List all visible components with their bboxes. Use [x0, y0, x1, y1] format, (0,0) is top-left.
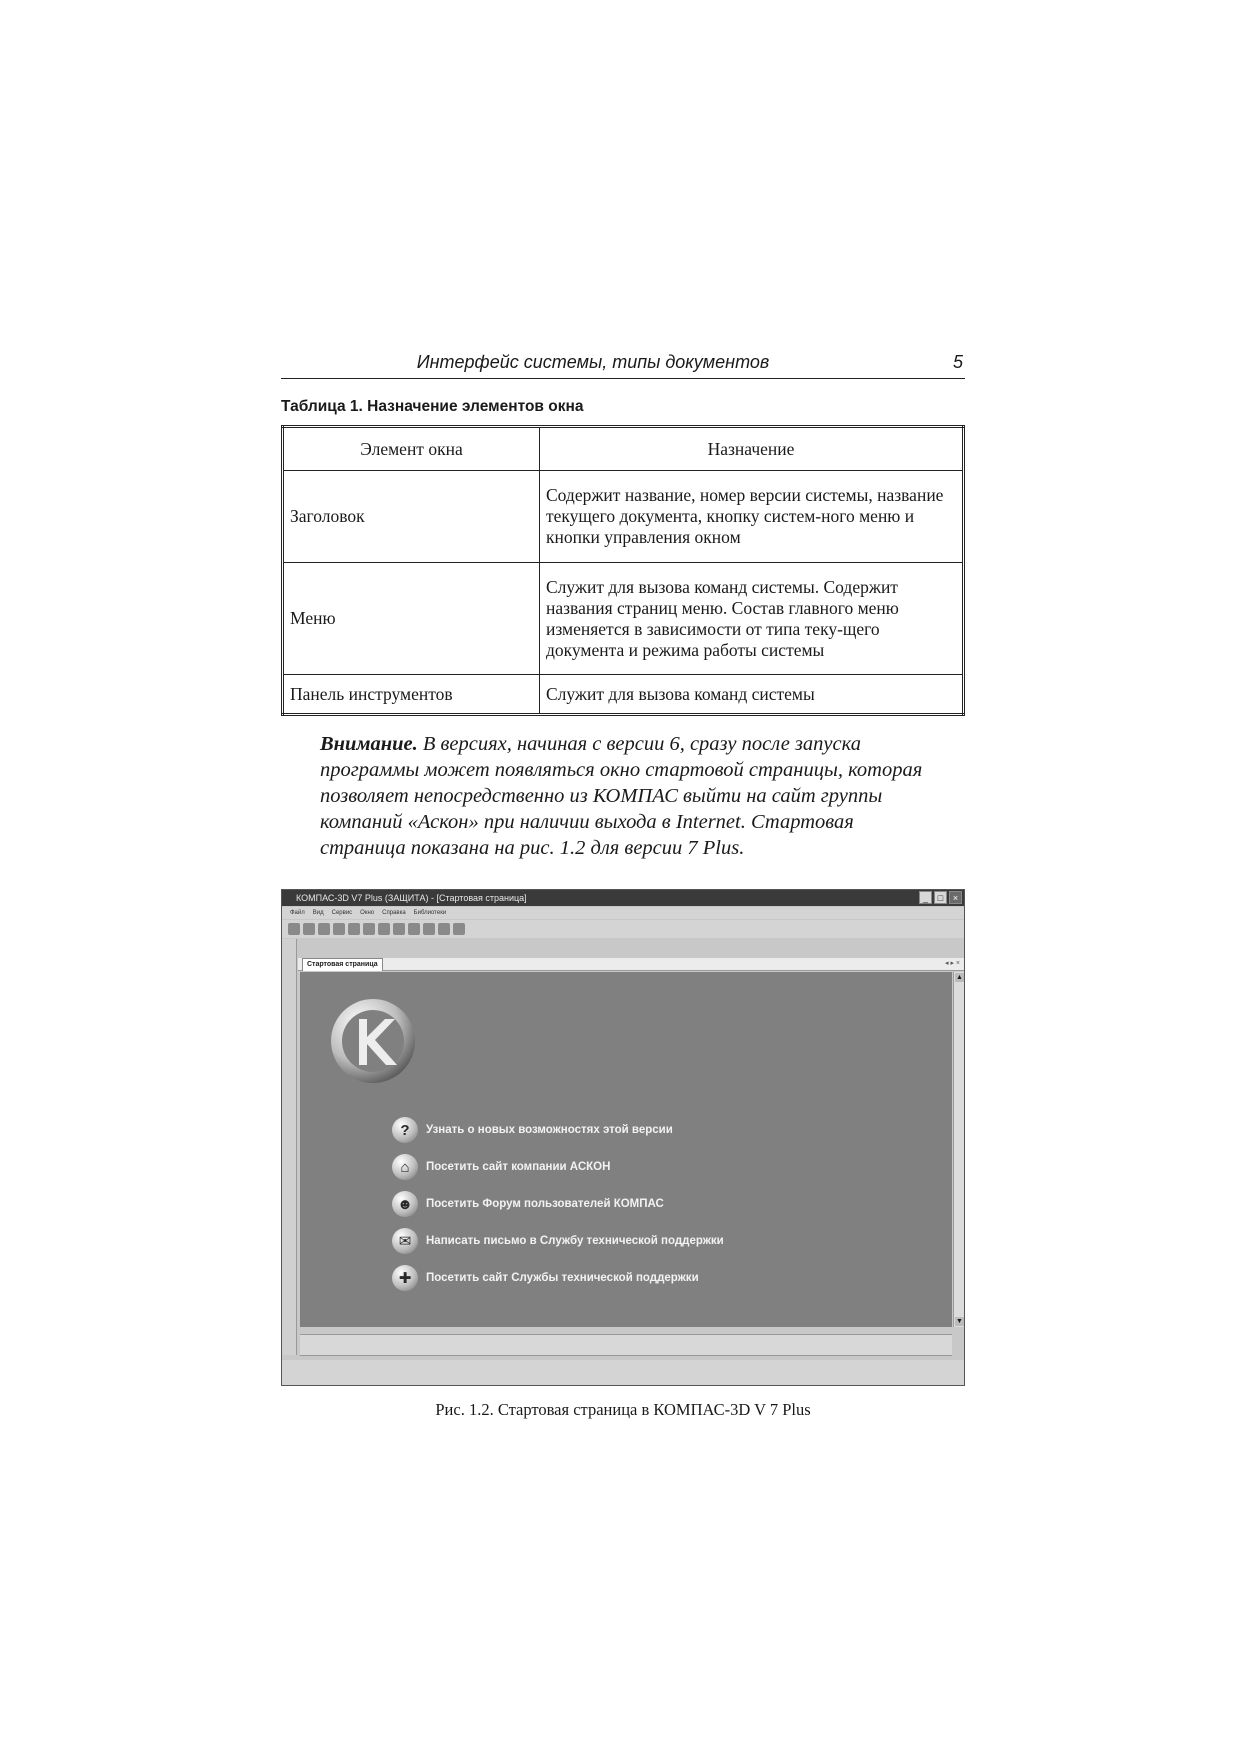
scroll-up-icon[interactable]: ▲	[956, 974, 963, 981]
menu-item-view[interactable]: Вид	[312, 910, 324, 916]
paste-icon[interactable]	[393, 923, 405, 935]
support-icon: ✚	[392, 1265, 418, 1291]
window-elements-table	[281, 425, 965, 716]
question-icon: ?	[392, 1117, 418, 1143]
print-icon[interactable]	[333, 923, 345, 935]
menu-item-window[interactable]: Окно	[360, 910, 375, 916]
note-text: В версиях, начиная с версии 6, сразу после запуска программы может появляться окно стартовой страницы, которая позволяет непосредственно из КОМПАС выйти на сайт группы компаний «Аскон» при наличии выхода в Internet. Стартовая страница показана на рис. 1.2 для версии 7 Plus.	[320, 733, 923, 859]
window-title: КОМПАС-3D V7 Plus (ЗАЩИТА) - [Стартовая страница]	[296, 893, 527, 903]
users-icon: ☻	[392, 1191, 418, 1217]
table-cell-element: Панель инструментов	[283, 675, 540, 715]
minimize-button[interactable]: _	[919, 891, 932, 904]
header-title: Интерфейс системы, типы документов	[416, 352, 770, 372]
link-label: Посетить сайт компании АСКОН	[426, 1161, 611, 1173]
new-document-icon[interactable]	[288, 923, 300, 935]
figure-caption: Рис. 1.2. Стартовая страница в КОМПАС-3D V 7 Plus	[435, 1400, 811, 1419]
note-label: Внимание.	[320, 733, 418, 755]
vertical-scrollbar[interactable]	[953, 972, 965, 1327]
attention-note	[320, 731, 932, 861]
menu-item-file[interactable]: Файл	[290, 910, 305, 916]
help-pointer-icon[interactable]	[453, 923, 465, 935]
table-caption: Таблица 1. Назначение элементов окна	[281, 398, 584, 415]
table-cell-purpose: Служит для вызова команд системы	[540, 675, 964, 715]
running-header	[281, 350, 965, 379]
undo-icon[interactable]	[408, 923, 420, 935]
preview-icon[interactable]	[348, 923, 360, 935]
menu-item-libraries[interactable]: Библиотеки	[413, 910, 447, 916]
tab-controls-icon[interactable]: ◂ ▸ ×	[944, 960, 960, 967]
table-cell-element: Заголовок	[283, 471, 540, 563]
bottom-panel	[282, 1360, 964, 1386]
column-header: Назначение	[540, 427, 964, 471]
link-label: Посетить сайт Службы технической поддержки	[426, 1272, 699, 1284]
redo-icon[interactable]	[423, 923, 435, 935]
open-icon[interactable]	[303, 923, 315, 935]
kompas-window-screenshot	[281, 889, 965, 1386]
close-button[interactable]: ×	[949, 891, 962, 904]
link-whats-new[interactable]	[392, 1117, 673, 1143]
toolbar	[282, 920, 964, 938]
table-row	[283, 471, 964, 563]
status-bar	[300, 1334, 952, 1356]
copy-icon[interactable]	[378, 923, 390, 935]
table-cell-purpose: Содержит название, номер версии системы, название текущего документа, кнопку систем-ного меню и кнопки управления окном	[540, 471, 964, 563]
cut-icon[interactable]	[363, 923, 375, 935]
table-row	[283, 675, 964, 715]
manager-icon[interactable]	[438, 923, 450, 935]
link-user-forum[interactable]	[392, 1191, 664, 1217]
maximize-button[interactable]: □	[934, 891, 947, 904]
table-row	[283, 563, 964, 675]
table-header-row	[283, 427, 964, 471]
link-write-support[interactable]	[392, 1228, 724, 1254]
kompas-logo-icon	[329, 997, 417, 1085]
table-cell-element: Меню	[283, 563, 540, 675]
page-number: 5	[952, 352, 963, 372]
mail-icon: ✉	[392, 1228, 418, 1254]
column-header: Элемент окна	[283, 427, 540, 471]
link-label: Написать письмо в Службу технической поддержки	[426, 1235, 724, 1247]
save-icon[interactable]	[318, 923, 330, 935]
start-page	[300, 972, 952, 1327]
scroll-down-icon[interactable]: ▼	[956, 1318, 963, 1325]
link-ascon-site[interactable]	[392, 1154, 610, 1180]
window-titlebar	[282, 890, 964, 906]
home-icon: ⌂	[392, 1154, 418, 1180]
menu-bar	[282, 907, 964, 919]
link-label: Посетить Форум пользователей КОМПАС	[426, 1198, 664, 1210]
menu-item-service[interactable]: Сервис	[331, 910, 353, 916]
tab-start-page[interactable]: Стартовая страница	[302, 958, 383, 971]
menu-item-help[interactable]: Справка	[382, 910, 406, 916]
left-panel-strip	[282, 939, 297, 1355]
table-cell-purpose: Служит для вызова команд системы. Содержит названия страниц меню. Состав главного меню изменяется в зависимости от типа теку-щего документа и режима работы системы	[540, 563, 964, 675]
document-tab-bar	[298, 958, 964, 971]
link-label: Узнать о новых возможностях этой версии	[426, 1124, 673, 1136]
link-support-site[interactable]	[392, 1265, 699, 1291]
